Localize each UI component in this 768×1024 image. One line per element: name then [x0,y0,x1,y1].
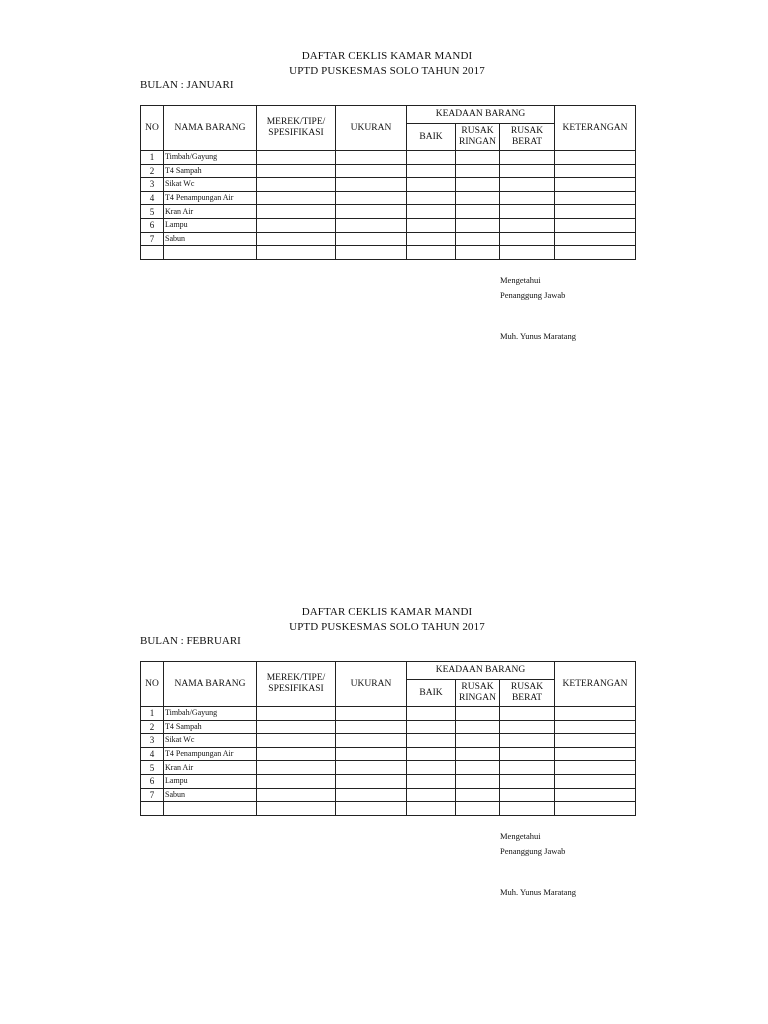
signature-name: Muh. Yunus Maratang [500,887,576,897]
row-item: Sabun [164,788,257,802]
cell-rusak-ringan[interactable] [456,151,500,165]
cell-baik[interactable] [407,151,456,165]
cell-merek[interactable] [257,707,336,721]
cell-keterangan[interactable] [555,191,636,205]
signature-name: Muh. Yunus Maratang [500,331,576,341]
cell-merek[interactable] [257,178,336,192]
cell-ukuran[interactable] [336,761,407,775]
signature-role: Penanggung Jawab [500,846,566,856]
cell-keterangan[interactable] [555,205,636,219]
cell-baik[interactable] [407,246,456,260]
table-row [141,707,636,721]
table-row [141,232,636,246]
cell-keterangan[interactable] [555,232,636,246]
cell-baik[interactable] [407,205,456,219]
cell-rusak-ringan[interactable] [456,761,500,775]
cell-baik[interactable] [407,164,456,178]
cell-merek[interactable] [257,218,336,232]
cell-baik[interactable] [407,747,456,761]
header-no: NO [141,106,164,151]
cell-keterangan[interactable] [555,761,636,775]
cell-merek[interactable] [257,802,336,816]
cell-ukuran[interactable] [336,788,407,802]
row-no: 5 [141,205,164,219]
row-no: 4 [141,747,164,761]
cell-keterangan[interactable] [555,164,636,178]
row-item [164,246,257,260]
row-item: Kran Air [164,205,257,219]
cell-merek[interactable] [257,246,336,260]
header-baik: BAIK [407,680,456,707]
signature-role: Penanggung Jawab [500,290,566,300]
cell-keterangan[interactable] [555,246,636,260]
cell-keterangan[interactable] [555,707,636,721]
row-item: T4 Sampah [164,720,257,734]
cell-rusak-ringan[interactable] [456,164,500,178]
cell-rusak-berat[interactable] [500,232,555,246]
cell-rusak-berat[interactable] [500,734,555,748]
table-row [141,747,636,761]
table-row [141,164,636,178]
header-keadaan-barang: KEADAAN BARANG [407,662,555,680]
cell-merek[interactable] [257,720,336,734]
cell-rusak-ringan[interactable] [456,747,500,761]
cell-keterangan[interactable] [555,802,636,816]
cell-ukuran[interactable] [336,151,407,165]
row-item [164,802,257,816]
table-row [141,218,636,232]
row-no: 7 [141,788,164,802]
cell-rusak-ringan[interactable] [456,774,500,788]
cell-baik[interactable] [407,788,456,802]
header-rusak-berat: RUSAK BERAT [500,124,555,151]
cell-merek[interactable] [257,774,336,788]
row-item: T4 Penampungan Air [164,191,257,205]
row-no: 1 [141,151,164,165]
month-label: BULAN : FEBRUARI [140,635,241,647]
cell-rusak-ringan[interactable] [456,178,500,192]
cell-ukuran[interactable] [336,707,407,721]
checklist-form-february [0,604,768,934]
cell-baik[interactable] [407,802,456,816]
cell-rusak-ringan[interactable] [456,734,500,748]
cell-rusak-berat[interactable] [500,205,555,219]
cell-ukuran[interactable] [336,774,407,788]
table-row [141,734,636,748]
cell-merek[interactable] [257,734,336,748]
row-item: Kran Air [164,761,257,775]
checklist-form-january [0,48,768,378]
cell-rusak-ringan[interactable] [456,191,500,205]
cell-rusak-berat[interactable] [500,191,555,205]
form-subtitle: UPTD PUSKESMAS SOLO TAHUN 2017 [289,621,485,633]
row-item: Lampu [164,218,257,232]
cell-baik[interactable] [407,178,456,192]
cell-merek[interactable] [257,761,336,775]
header-nama-barang: NAMA BARANG [164,662,257,707]
cell-rusak-berat[interactable] [500,747,555,761]
signature-acknowledged: Mengetahui [500,275,541,285]
cell-rusak-berat[interactable] [500,164,555,178]
header-no: NO [141,662,164,707]
cell-keterangan[interactable] [555,788,636,802]
cell-baik[interactable] [407,774,456,788]
cell-merek[interactable] [257,164,336,178]
cell-baik[interactable] [407,761,456,775]
cell-rusak-ringan[interactable] [456,720,500,734]
cell-rusak-ringan[interactable] [456,232,500,246]
cell-ukuran[interactable] [336,246,407,260]
cell-ukuran[interactable] [336,191,407,205]
header-keterangan: KETERANGAN [555,662,636,707]
header-keterangan: KETERANGAN [555,106,636,151]
cell-rusak-berat[interactable] [500,246,555,260]
table-row [141,151,636,165]
cell-merek[interactable] [257,788,336,802]
row-item: Sikat Wc [164,178,257,192]
checklist-table [140,661,636,816]
row-item: T4 Penampungan Air [164,747,257,761]
cell-rusak-berat[interactable] [500,707,555,721]
cell-baik[interactable] [407,734,456,748]
table-row [141,205,636,219]
cell-rusak-berat[interactable] [500,788,555,802]
row-no: 6 [141,774,164,788]
checklist-table [140,105,636,260]
row-no: 1 [141,707,164,721]
table-row [141,246,636,260]
cell-baik[interactable] [407,707,456,721]
cell-ukuran[interactable] [336,720,407,734]
cell-rusak-berat[interactable] [500,151,555,165]
cell-rusak-ringan[interactable] [456,707,500,721]
header-rusak-berat: RUSAK BERAT [500,680,555,707]
cell-merek[interactable] [257,747,336,761]
table-row [141,774,636,788]
cell-keterangan[interactable] [555,218,636,232]
row-no: 5 [141,761,164,775]
table-row [141,788,636,802]
signature-acknowledged: Mengetahui [500,831,541,841]
cell-ukuran[interactable] [336,747,407,761]
cell-baik[interactable] [407,720,456,734]
row-item: Sikat Wc [164,734,257,748]
cell-baik[interactable] [407,218,456,232]
cell-rusak-ringan[interactable] [456,218,500,232]
form-title: DAFTAR CEKLIS KAMAR MANDI [301,50,473,62]
form-title: DAFTAR CEKLIS KAMAR MANDI [301,606,473,618]
header-baik: BAIK [407,124,456,151]
cell-ukuran[interactable] [336,802,407,816]
cell-rusak-berat[interactable] [500,720,555,734]
row-no: 2 [141,164,164,178]
header-keadaan-barang: KEADAAN BARANG [407,106,555,124]
header-nama-barang: NAMA BARANG [164,106,257,151]
cell-merek[interactable] [257,205,336,219]
cell-ukuran[interactable] [336,232,407,246]
row-no [141,246,164,260]
cell-keterangan[interactable] [555,747,636,761]
row-no: 7 [141,232,164,246]
cell-rusak-ringan[interactable] [456,802,500,816]
row-no: 6 [141,218,164,232]
cell-rusak-berat[interactable] [500,774,555,788]
cell-ukuran[interactable] [336,218,407,232]
cell-merek[interactable] [257,191,336,205]
header-merek: MEREK/TIPE/ SPESIFIKASI [257,106,336,151]
cell-rusak-berat[interactable] [500,802,555,816]
cell-rusak-berat[interactable] [500,178,555,192]
cell-keterangan[interactable] [555,178,636,192]
row-no: 3 [141,734,164,748]
row-item: Sabun [164,232,257,246]
header-rusak-ringan: RUSAK RINGAN [456,124,500,151]
cell-rusak-ringan[interactable] [456,205,500,219]
table-row [141,178,636,192]
row-item: Timbah/Gayung [164,151,257,165]
cell-rusak-berat[interactable] [500,761,555,775]
cell-ukuran[interactable] [336,164,407,178]
row-no [141,802,164,816]
cell-merek[interactable] [257,232,336,246]
table-row [141,191,636,205]
cell-rusak-ringan[interactable] [456,246,500,260]
cell-keterangan[interactable] [555,151,636,165]
row-item: Timbah/Gayung [164,707,257,721]
header-ukuran: UKURAN [336,662,407,707]
row-no: 3 [141,178,164,192]
cell-keterangan[interactable] [555,734,636,748]
cell-keterangan[interactable] [555,720,636,734]
cell-keterangan[interactable] [555,774,636,788]
row-no: 4 [141,191,164,205]
table-row [141,761,636,775]
row-no: 2 [141,720,164,734]
cell-rusak-ringan[interactable] [456,788,500,802]
cell-baik[interactable] [407,191,456,205]
month-label: BULAN : JANUARI [140,79,234,91]
form-subtitle: UPTD PUSKESMAS SOLO TAHUN 2017 [289,65,485,77]
cell-merek[interactable] [257,151,336,165]
table-row [141,802,636,816]
cell-ukuran[interactable] [336,205,407,219]
header-merek: MEREK/TIPE/ SPESIFIKASI [257,662,336,707]
header-rusak-ringan: RUSAK RINGAN [456,680,500,707]
cell-ukuran[interactable] [336,178,407,192]
cell-rusak-berat[interactable] [500,218,555,232]
cell-ukuran[interactable] [336,734,407,748]
header-ukuran: UKURAN [336,106,407,151]
table-row [141,720,636,734]
cell-baik[interactable] [407,232,456,246]
row-item: T4 Sampah [164,164,257,178]
row-item: Lampu [164,774,257,788]
